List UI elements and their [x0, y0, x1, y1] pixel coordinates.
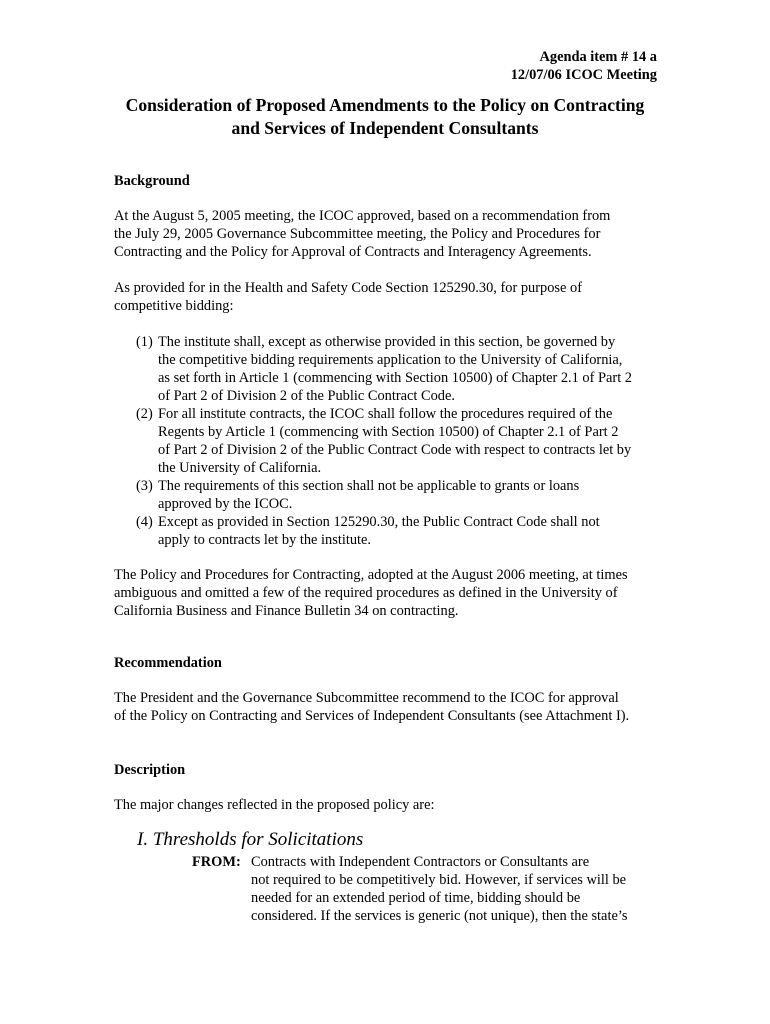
recommendation-line: The President and the Governance Subcommittee recommend to the ICOC for approval [114, 690, 619, 706]
list-item-number: (2) [136, 406, 153, 422]
from-label: FROM: [192, 854, 241, 870]
description-heading: Description [114, 762, 186, 778]
list-item-line: approved by the ICOC. [158, 496, 293, 512]
list-item-line: The requirements of this section shall not be applicable to grants or loans [158, 478, 580, 494]
background-para3-line: ambiguous and omitted a few of the required procedures as defined in the University of [114, 585, 618, 601]
list-item-line: the University of California. [158, 460, 322, 476]
background-heading: Background [114, 173, 190, 189]
page-title-line-2: and Services of Independent Consultants [231, 118, 539, 138]
background-para3-line: The Policy and Procedures for Contracting, adopted at the August 2006 meeting, at times [114, 567, 628, 583]
meeting-date: 12/07/06 ICOC Meeting [510, 67, 657, 83]
list-item-line: as set forth in Article 1 (commencing with Section 10500) of Chapter 2.1 of Part 2 [158, 370, 632, 386]
from-text-line: needed for an extended period of time, bidding should be [251, 890, 581, 906]
background-para1-line: Contracting and the Policy for Approval of Contracts and Interagency Agreements. [114, 244, 592, 260]
from-text-line: not required to be competitively bid. However, if services will be [251, 872, 627, 888]
from-label-text: FROM [192, 854, 236, 870]
section-title: I. Thresholds for Solicitations [137, 829, 364, 850]
agenda-item: Agenda item # 14 a [539, 49, 657, 65]
background-para3-line: California Business and Finance Bulletin 34 on contracting. [114, 603, 459, 619]
list-item-line: Except as provided in Section 125290.30, the Public Contract Code shall not [158, 514, 600, 530]
description-intro: The major changes reflected in the proposed policy are: [114, 797, 435, 813]
background-para1-line: the July 29, 2005 Governance Subcommittee meeting, the Policy and Procedures for [114, 226, 601, 242]
background-para2-line: As provided for in the Health and Safety Code Section 125290.30, for purpose of [114, 280, 582, 296]
list-item-number: (3) [136, 478, 153, 494]
background-para2-line: competitive bidding: [114, 298, 234, 314]
background-para1-line: At the August 5, 2005 meeting, the ICOC approved, based on a recommendation from [114, 208, 611, 224]
list-item-number: (4) [136, 514, 153, 530]
recommendation-line: of the Policy on Contracting and Services of Independent Consultants (see Attachment I). [114, 708, 630, 724]
list-item-line: apply to contracts let by the institute. [158, 532, 372, 548]
page-title-line-1: Consideration of Proposed Amendments to the Policy on Contracting [125, 95, 645, 115]
list-item-line: of Part 2 of Division 2 of the Public Contract Code. [158, 388, 455, 404]
list-item-line: For all institute contracts, the ICOC shall follow the procedures required of the [158, 406, 613, 422]
list-item-line: of Part 2 of Division 2 of the Public Contract Code with respect to contracts let by [158, 442, 632, 458]
list-item-line: Regents by Article 1 (commencing with Section 10500) of Chapter 2.1 of Part 2 [158, 424, 619, 440]
list-item-number: (1) [136, 334, 153, 350]
recommendation-heading: Recommendation [114, 655, 222, 671]
list-item-line: the competitive bidding requirements application to the University of California, [158, 352, 623, 368]
list-item-line: The institute shall, except as otherwise provided in this section, be governed by [158, 334, 616, 350]
from-text-line: Contracts with Independent Contractors or Consultants are [251, 854, 590, 870]
from-text-line: considered. If the services is generic (not unique), then the state’s [251, 908, 628, 924]
